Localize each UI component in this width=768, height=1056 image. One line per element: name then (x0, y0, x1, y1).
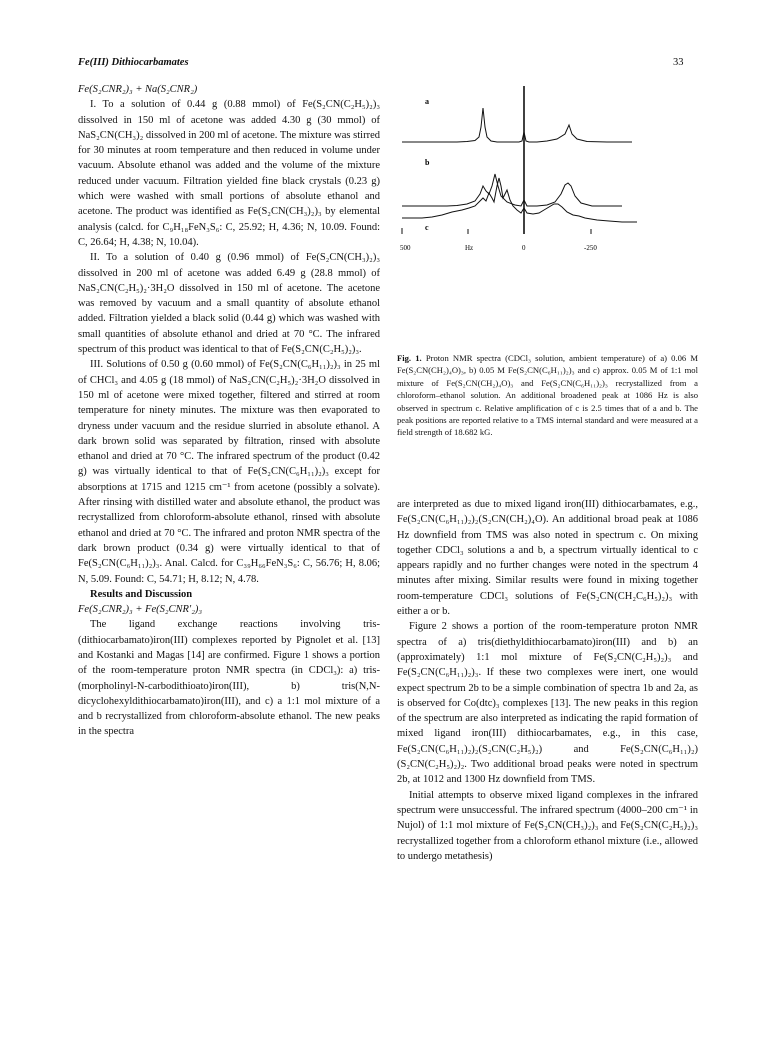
axis-label-500: 500 (400, 244, 411, 252)
caption-text: Proton NMR spectra (CDCl₃ solution, ambient temperature) of a) 0.06 M Fe(S₂CN(CH₂)₄O)₃, b) 0.05 M Fe(S₂CN(C₆H₁₁)₂)₃ and c) approx. 0.05 M of 1:1 mol mixture of Fe(S₂CN(CH₂)₄O)₃ and Fe(S₂CN(C₆H₁₁)₂)₃ recrystallized from a chloroform–ethanol solution. An additional broadened peak at 1086 Hz is also observed in spectrum c. Relative amplification of c is 2.5 times that of a and b. The peak positions are reported relative to a TMS internal standard and were measured at a field strength of 18.682 kG. (397, 353, 698, 438)
trace-label-c: c (425, 223, 429, 232)
caption-title: Fig. 1. (397, 353, 422, 363)
running-head: Fe(III) Dithiocarbamates (78, 57, 189, 68)
trace-label-b: b (425, 158, 430, 167)
spectrum-trace-a (402, 108, 632, 142)
left-column (78, 82, 380, 740)
right-column (397, 497, 698, 864)
nmr-spectra-plot (397, 82, 698, 344)
page-number: 33 (673, 57, 684, 68)
paragraph-results-1: The ligand exchange reactions involving tris-(dithiocarbamato)iron(III) complexes reported by Pignolet et al. [13] and Kostanki and Magas [14] are confirmed. Figure 1 shows a portion of the room-temperature proton NMR spectra (in CDCl₃): a) tris-(morpholinyl-N-carbodithioato)iron(III), b) tris(N,N-dicyclohexyldithiocarbamato)iron(III), and c) a 1:1 mol mixture of a and b recrystallized from chloroform-absolute ethanol. The new peaks in the spectra (78, 619, 380, 738)
spectrum-trace-c (402, 178, 637, 222)
paragraph-results-2: are interpreted as due to mixed ligand iron(III) dithiocarbamates, e.g., Fe(S₂CN(C₆H₁₁)₂)₂(S₂CN(CH₂)₄O). An additional broad peak at 1086 Hz downfield from TMS was also noted in spectrum c. On mixing together CDCl₃ solutions a and b, a spectrum virtually identical to c appears rapidly and no further changes were noted in the spectrum 4 minutes after mixing. Similar results were found in mixing together room-temperature CDCl₃ solutions of Fe(S₂CN(CH₂C₆H₅)₂)₃ with either a or b. (397, 499, 698, 618)
figure-caption (397, 352, 698, 439)
subheading-exchange-with-sodium-salt: Fe(S₂CNR₂)₃ + Na(S₂CNR₂) (78, 84, 198, 95)
spectrum-trace-b (402, 174, 622, 206)
axis-label-hz: Hz (465, 244, 474, 252)
paragraph-results-3: Figure 2 shows a portion of the room-temperature proton NMR spectra of a) tris(diethyldithiocarbamato)iron(III) and b) an (approximately) 1:1 mol mixture of Fe(S₂CN(C₂H₅)₂)₃ and Fe(S₂CN(C₆H₁₁)₂)₃. If these two complexes were inert, one would expect spectrum 2b to be a simple combination of spectra 1b and 2a, as is observed for Co(dtc)₃ complexes [13]. The new peaks in this region of the spectrum are also interpreted as indicating the rapid formation of mixed ligand iron(III) dithiocarbamates, e.g., in this case, Fe(S₂CN(C₆H₁₁)₂)₂(S₂CN(C₂H₅)₂) and Fe(S₂CN(C₆H₁₁)₂)(S₂CN(C₂H₅)₂)₂. Two additional broad peaks were noted in spectrum 2b, at 1012 and 1300 Hz downfield from TMS. (397, 621, 698, 786)
paragraph-results-4: Initial attempts to observe mixed ligand complexes in the infrared spectrum were unsuccessful. The infrared spectrum (4000–200 cm⁻¹ in Nujol) of 1:1 mol mixture of Fe(S₂CN(CH₃)₂)₃ and Fe(S₂CN(C₂H₅)₂)₃ recrystallized together from a chloroform ethanol mixture (i.e., allowed to undergo metathesis) (397, 789, 698, 862)
paragraph-experiment-1: I. To a solution of 0.44 g (0.88 mmol) of Fe(S₂CN(C₂H₅)₂)₃ dissolved in 150 ml of acetone was added 4.30 g (30 mmol) of NaS₂CN(CH₃)₂ dissolved in 200 ml of acetone. The mixture was stirred for 30 minutes at room temperature and then reduced in volume under vacuum. Absolute ethanol was added and the volume of the mixture reduced under vacuum. Filtration yielded fine black crystals (0.23 g) which were washed with small portions of absolute ethanol and acetone. The product was identified as Fe(S₂CN(CH₃)₂)₃ by elemental analysis (calcd. for C₉H₁₈FeN₃S₆: C, 25.92; H, 4.36; N, 10.09. Found: C, 26.64; H, 4.38; N, 10.04). (78, 99, 380, 248)
subheading-ligand-exchange: Fe(S₂CNR₂)₃ + Fe(S₂CNR′₂)₃ (78, 604, 203, 616)
trace-label-a: a (425, 97, 429, 106)
section-heading: Results and Discussion (90, 588, 193, 600)
nmr-spectra-figure (397, 82, 698, 344)
paragraph-experiment-3: III. Solutions of 0.50 g (0.60 mmol) of Fe(S₂CN(C₆H₁₁)₂)₃ in 25 ml of CHCl₃ and 4.05 g (18 mmol) of NaS₂CN(C₂H₅)₂·3H₂O dissolved in 150 ml of acetone were mixed together, filtered and stirred at room temperature for ninety minutes. The mixture was then evaporated to dryness under vacuum and the residue slurried in absolute ethanol. A dark brown solid was separated by filtration, rinsed with absolute ethanol and dried at 70 °C. The infrared spectrum of the product (0.42 g) was virtually identical to that of Fe(S₂CN(C₆H₁₁)₂)₃ except for absorptions at 1715 and 1215 cm⁻¹ from acetone (possibly a solvate). After rinsing with distilled water and absolute ethanol, the product was recrystallized from chloroform-absolute ethanol, rinsed with absolute ethanol and dried at 70 °C. The infrared and proton NMR spectra of the dark brown product (0.34 g) were virtually identical to that of Fe(S₂CN(C₆H₁₁)₂)₃. Anal. Calcd. for C₃₉H₆₆FeN₃S₆: C, 56.76; H, 8.06; N, 5.09. Found: C, 54.71; H, 8.12; N, 4.78. (78, 359, 380, 585)
axis-label-0: 0 (522, 244, 526, 252)
paragraph-experiment-2: II. To a solution of 0.40 g (0.96 mmol) of Fe(S₂CN(CH₃)₂)₃ dissolved in 200 ml of acetone was added 6.49 g (28.8 mmol) of NaS₂CN(C₂H₅)₂·3H₂O dissolved in 150 ml of acetone. The acetone was removed by vacuum and a small quantity of absolute ethanol added. Filtration yielded a black solid (0.44 g) which was washed with small quantities of absolute ethanol and dried at 70 °C. The infrared spectrum of this product was identical to that of Fe(S₂CN(C₂H₅)₂)₃. (78, 252, 380, 356)
axis-label-neg250: -250 (584, 244, 597, 252)
